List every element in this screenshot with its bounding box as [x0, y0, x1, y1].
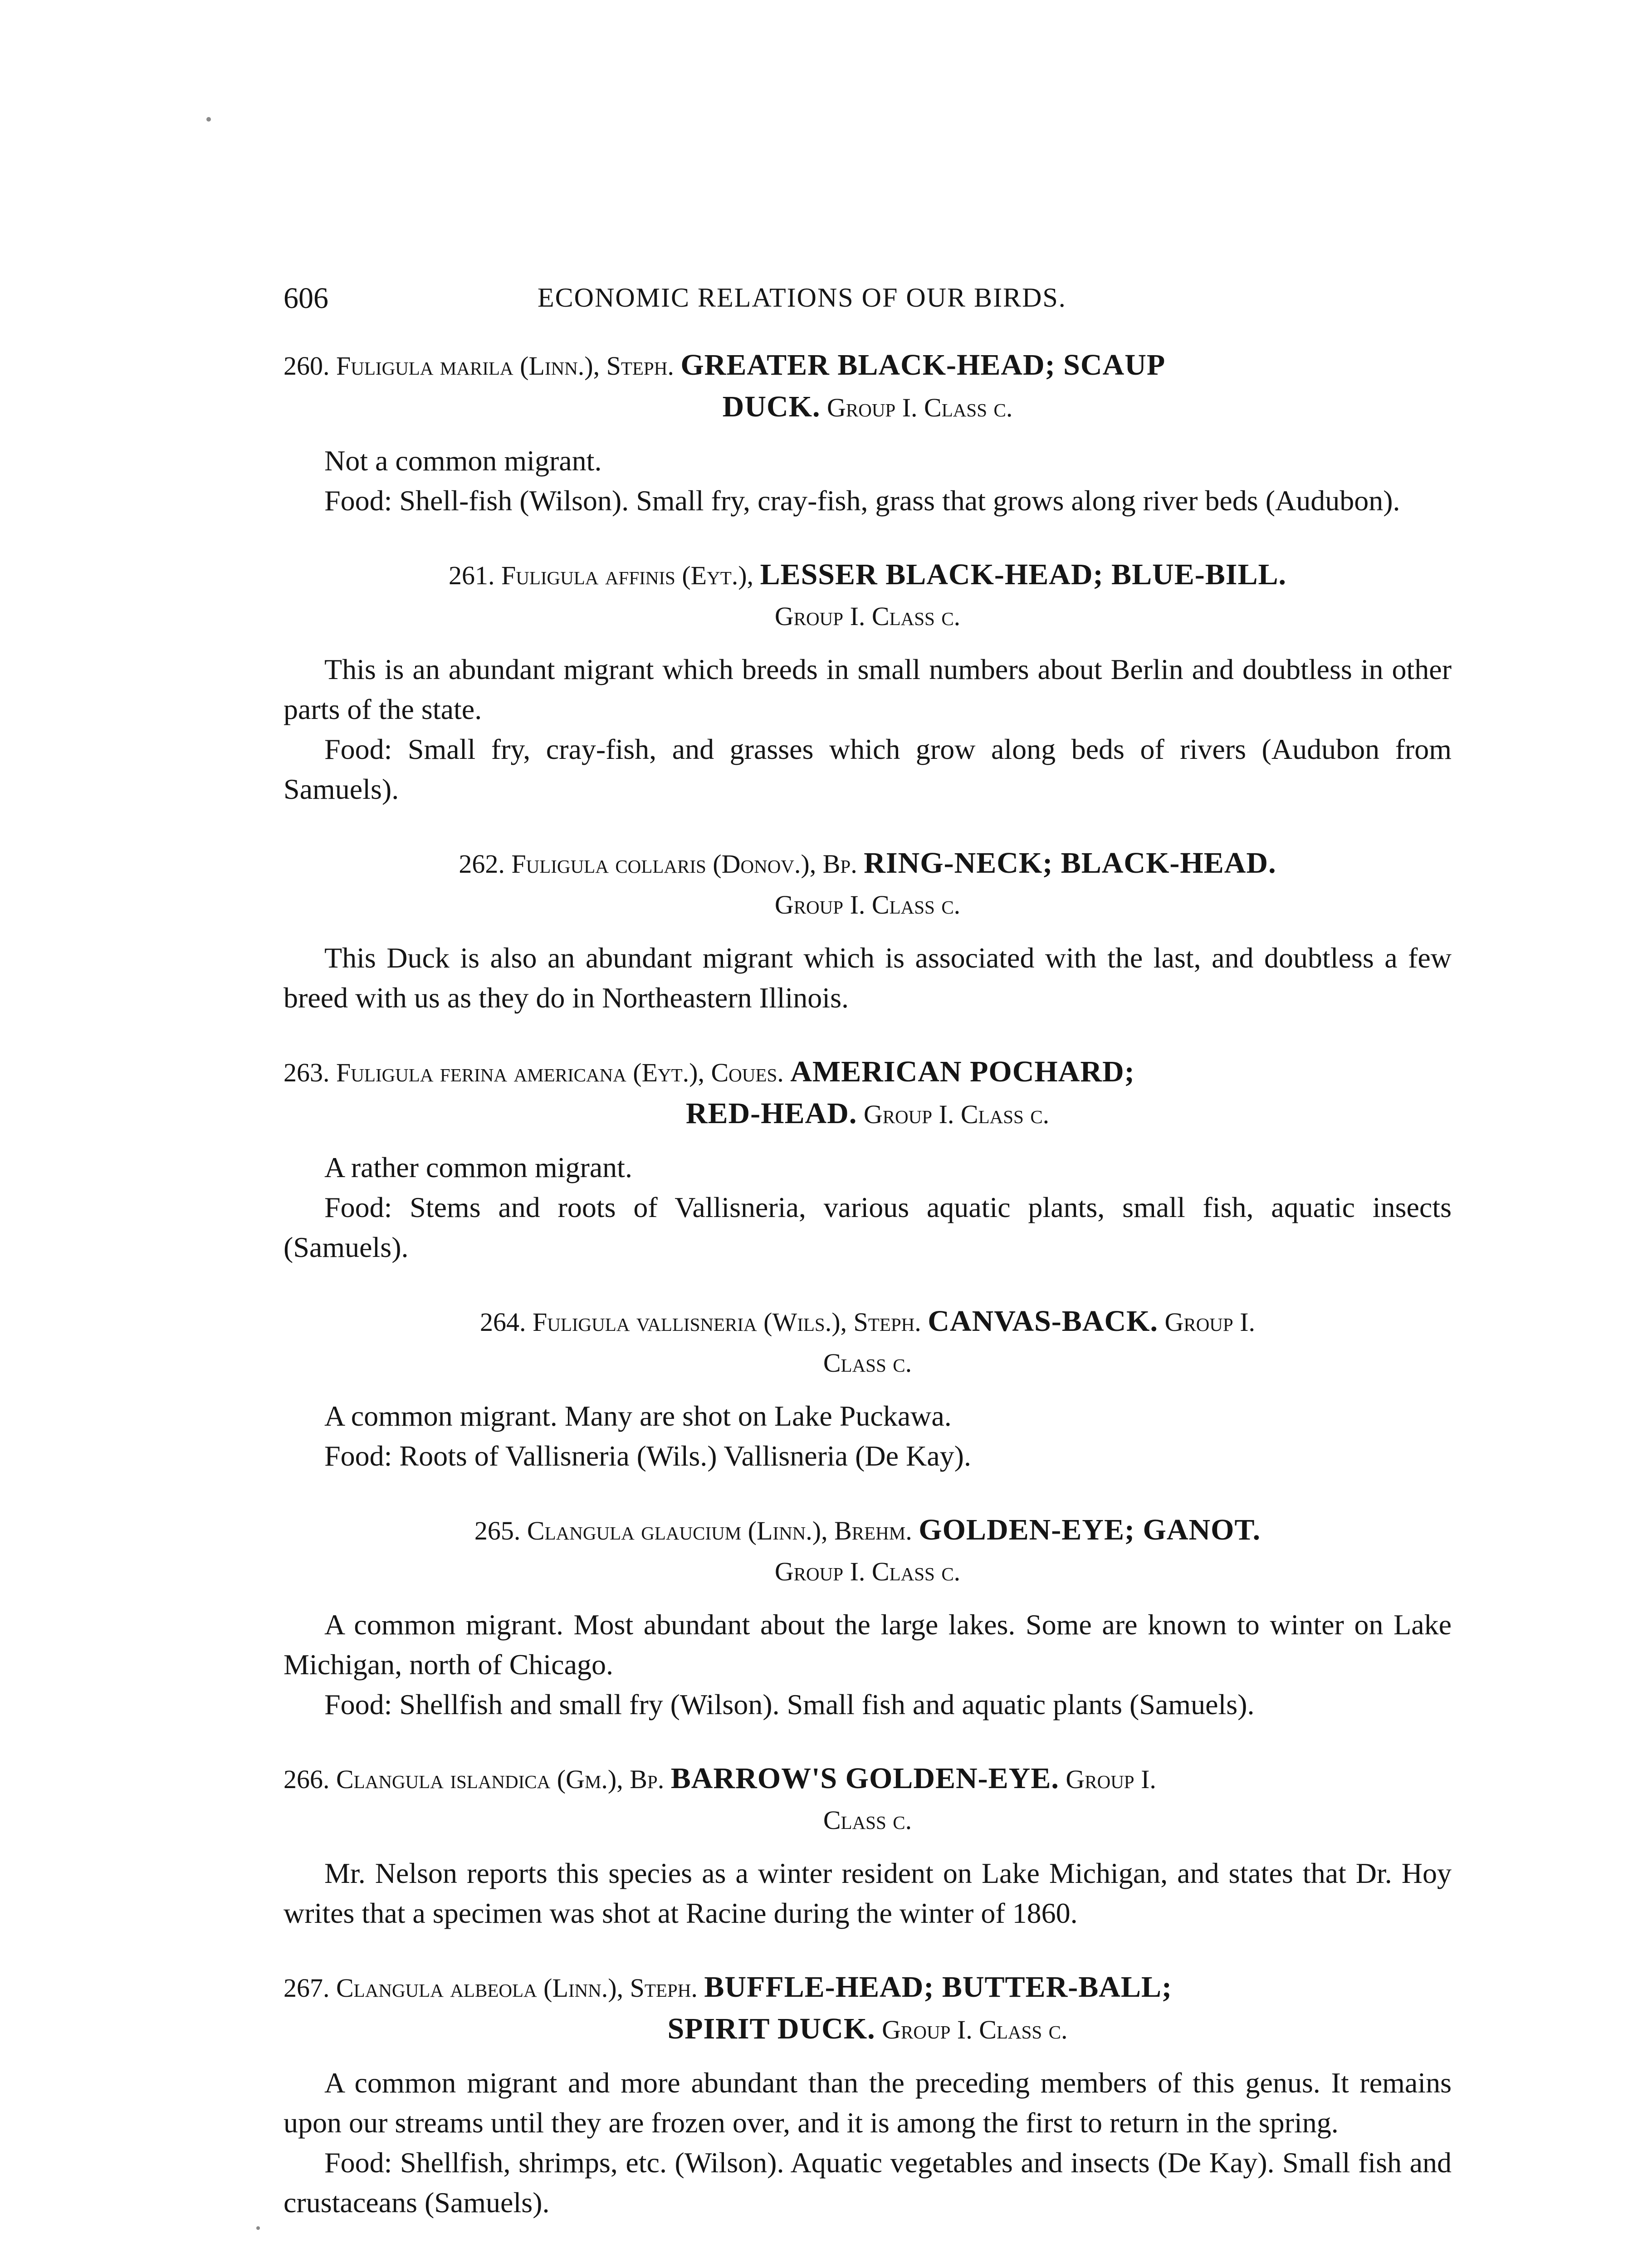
scan-speck: [256, 2226, 260, 2230]
classification: Group I. Class c.: [774, 1557, 961, 1586]
scientific-name: Fuligula vallisneria: [532, 1307, 757, 1337]
authority: (Linn.), Brehm.: [748, 1516, 912, 1545]
species-entry-262: [284, 843, 1452, 1018]
common-name: AMERICAN POCHARD;: [790, 1055, 1135, 1088]
entry-heading: [284, 1510, 1452, 1592]
scientific-name: Fuligula marila: [336, 351, 513, 381]
entry-paragraph: Mr. Nelson reports this species as a winter resident on Lake Michigan, and states that Dr. Hoy writes that a specimen was shot at Racine during the winter of 1860.: [284, 1857, 1452, 1929]
scientific-name: Clangula albeola: [336, 1973, 537, 2003]
page-title: ECONOMIC RELATIONS OF OUR BIRDS.: [538, 283, 1066, 313]
classification: Group I. Class c.: [882, 2015, 1068, 2044]
common-name: LESSER BLACK-HEAD; BLUE-BILL.: [760, 558, 1287, 591]
heading-continuation: [284, 885, 1452, 925]
entry-number: 265.: [474, 1516, 521, 1545]
entry-paragraph: A rather common migrant.: [324, 1151, 632, 1183]
species-entry-266: [284, 1758, 1452, 1933]
species-entry-265: [284, 1510, 1452, 1725]
entry-paragraph: Food: Small fry, cray-fish, and grasses which grow along beds of rivers (Audubon from Samuels).: [284, 733, 1452, 805]
authority: (Eyt.),: [682, 561, 754, 590]
species-entry-264: [284, 1301, 1452, 1476]
entry-heading: [284, 554, 1452, 637]
entry-paragraph: Food: Stems and roots of Vallisneria, various aquatic plants, small fish, aquatic insects (Samuels).: [284, 1191, 1452, 1263]
entry-paragraph: A common migrant. Most abundant about the large lakes. Some are known to winter on Lake Michigan, north of Chicago.: [284, 1608, 1452, 1681]
common-name-continued: DUCK.: [722, 390, 821, 423]
entry-number: 263.: [284, 1058, 330, 1087]
common-name-continued: SPIRIT DUCK.: [667, 2012, 875, 2045]
classification: Group I. Class c.: [774, 601, 961, 631]
scientific-name: Clangula glaucium: [527, 1516, 742, 1545]
common-name: RING-NECK; BLACK-HEAD.: [864, 846, 1276, 880]
authority: (Gm.), Bp.: [557, 1765, 665, 1794]
entry-paragraph: This is an abundant migrant which breeds in small numbers about Berlin and doubtless in other parts of the state.: [284, 653, 1452, 725]
entry-paragraph: Food: Shellfish, shrimps, etc. (Wilson). Aquatic vegetables and insects (De Kay). Small fish and crustaceans (Samuels).: [284, 2146, 1452, 2219]
scientific-name: Fuligula ferina americana: [336, 1058, 626, 1087]
entry-number: 267.: [284, 1973, 330, 2003]
entry-heading: [284, 1758, 1452, 1841]
classification-continued: Class c.: [823, 1805, 912, 1835]
entry-heading: [284, 1051, 1452, 1135]
entry-heading: [284, 1301, 1452, 1383]
classification-continued: Class c.: [823, 1348, 912, 1378]
entry-paragraph: A common migrant. Many are shot on Lake Puckawa.: [324, 1400, 952, 1432]
classification: Group I.: [1066, 1765, 1156, 1794]
entry-number: 261.: [448, 561, 495, 590]
entry-heading: [284, 843, 1452, 925]
species-entry-263: [284, 1051, 1452, 1267]
common-name: GREATER BLACK-HEAD; SCAUP: [680, 348, 1166, 381]
heading-continuation: [284, 1551, 1452, 1592]
entry-heading: [284, 1967, 1452, 2050]
heading-continuation: [284, 596, 1452, 637]
common-name: CANVAS-BACK.: [928, 1305, 1158, 1338]
common-name-continued: RED-HEAD.: [685, 1097, 857, 1130]
scan-speck: [206, 117, 211, 122]
entry-paragraph: This Duck is also an abundant migrant which is associated with the last, and doubtless a few breed with us as they do in Northeastern Illinois.: [284, 942, 1452, 1014]
species-entry-260: [284, 345, 1452, 521]
heading-continuation: [284, 1343, 1452, 1383]
scientific-name: Fuligula collaris: [511, 849, 706, 879]
entry-paragraph: Food: Shell-fish (Wilson). Small fry, cray-fish, grass that grows along river beds (Audubon).: [324, 484, 1400, 517]
classification: Group I. Class c.: [863, 1100, 1050, 1129]
entry-paragraph: Food: Shellfish and small fry (Wilson). Small fish and aquatic plants (Samuels).: [324, 1688, 1255, 1721]
entry-number: 260.: [284, 351, 330, 381]
common-name: GOLDEN-EYE; GANOT.: [919, 1513, 1261, 1546]
entry-number: 262.: [459, 849, 505, 879]
entry-paragraph: A common migrant and more abundant than the preceding members of this genus. It remains upon our streams until they are frozen over, and it is among the first to return in the spring.: [284, 2067, 1452, 2139]
classification: Group I. Class c.: [826, 393, 1013, 422]
scientific-name: Clangula islandica: [336, 1765, 551, 1794]
authority: (Eyt.), Coues.: [633, 1058, 784, 1087]
scientific-name: Fuligula affinis: [501, 561, 675, 590]
common-name: BARROW'S GOLDEN-EYE.: [670, 1762, 1059, 1795]
entry-heading: [284, 345, 1452, 428]
entry-number: 264.: [479, 1307, 526, 1337]
heading-continuation: [284, 2009, 1452, 2050]
species-list: [284, 345, 1452, 2223]
authority: (Linn.), Steph.: [543, 1973, 698, 2003]
species-entry-261: [284, 554, 1452, 809]
running-head: [284, 281, 1463, 318]
classification: Group I. Class c.: [774, 890, 961, 919]
entry-paragraph: Food: Roots of Vallisneria (Wils.) Vallisneria (De Kay).: [324, 1440, 971, 1472]
classification: Group I.: [1164, 1307, 1256, 1337]
common-name: BUFFLE-HEAD; BUTTER-BALL;: [704, 1970, 1172, 2004]
entry-paragraph: Not a common migrant.: [324, 445, 602, 477]
heading-continuation: [284, 1093, 1452, 1135]
authority: (Wils.), Steph.: [763, 1307, 921, 1337]
authority: (Linn.), Steph.: [520, 351, 674, 381]
heading-continuation: [284, 1800, 1452, 1841]
species-entry-267: [284, 1967, 1452, 2223]
entry-number: 266.: [284, 1765, 330, 1794]
authority: (Donov.), Bp.: [713, 849, 857, 879]
page-number: 606: [284, 282, 328, 315]
heading-continuation: [284, 386, 1452, 428]
